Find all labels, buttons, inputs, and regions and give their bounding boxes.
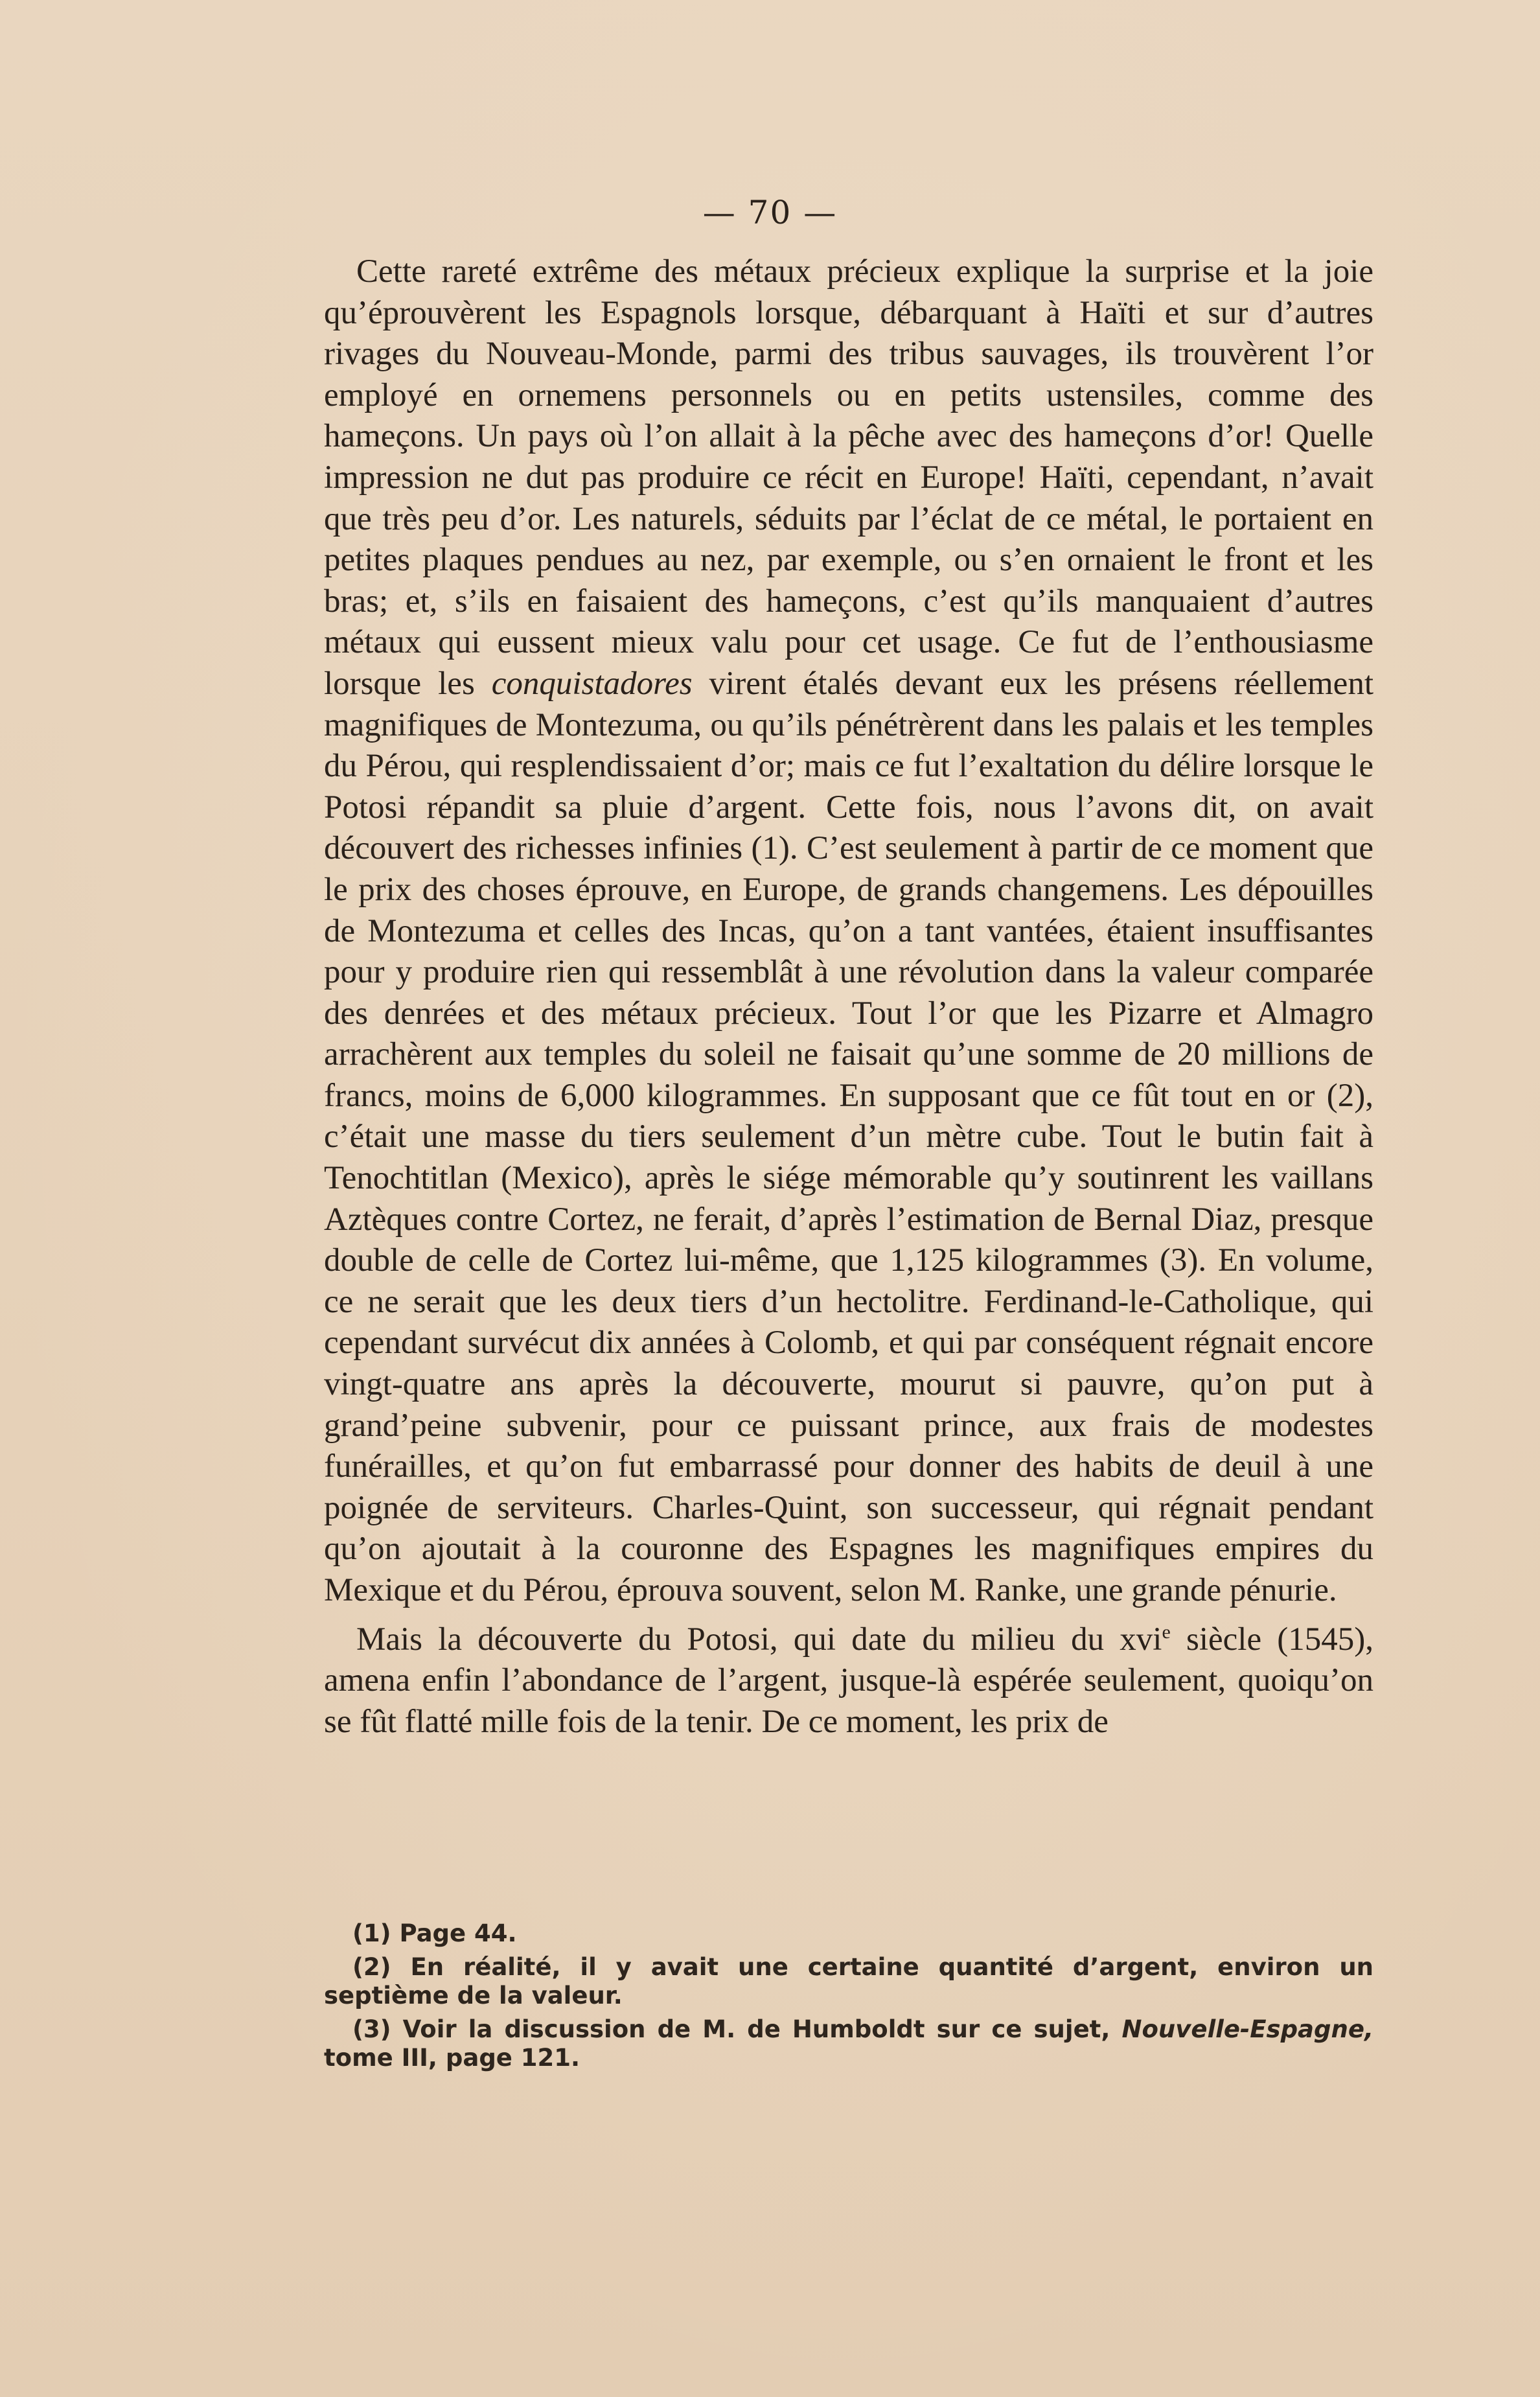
paragraph-1-italic: conquistadores	[491, 665, 693, 702]
footnotes	[324, 1919, 1373, 2078]
footnote-3-italic: Nouvelle-Espagne,	[1121, 2015, 1373, 2043]
paragraph-1	[324, 251, 1373, 1612]
main-text	[324, 251, 1373, 1743]
page-number: — 70 —	[702, 194, 838, 231]
footnote-3	[324, 2015, 1373, 2072]
paragraph-2	[324, 1612, 1373, 1743]
paragraph-2-part-a: Mais la découverte du Potosi, qui date du milieu du xvi	[356, 1621, 1162, 1658]
footnote-2: (2) En réalité, il y avait une certaine quantité d’argent, environ un septième de la valeur.	[324, 1953, 1373, 2009]
footnote-3-part-a: (3) Voir la discussion de M. de Humboldt sur ce sujet,	[352, 2015, 1122, 2043]
paragraph-1-part-b: virent étalés devant eux les présens réellement magnifiques de Montezuma, ou qu’ils pénétrèrent dans les palais et les temples du Pérou, qui resplendissaient d’or; mais ce fut l’exaltation du délire lorsque le Potosi répandit sa pluie d’argent. Cette fois, nous l’avons dit, on avait découvert des richesses infinies (1). C’est seulement à partir de ce moment que le prix des choses éprouve, en Europe, de grands changemens. Les dépouilles de Montezuma et celles des Incas, qu’on a tant vantées, étaient insuffisantes pour y produire rien qui ressemblât à une révolution dans la valeur comparée des denrées et des métaux précieux. Tout l’or que les Pizarre et Almagro arrachèrent aux temples du soleil ne faisait qu’une somme de 20 millions de francs, moins de 6,000 kilogrammes. En supposant que ce fût tout en or (2), c’était une masse du tiers seulement d’un mètre cube. Tout le butin fait à Tenochtitlan (Mexico), après le siége mémorable qu’y soutinrent les vaillans Aztèques contre Cortez, ne ferait, d’après l’estimation de Bernal Diaz, presque double de celle de Cortez lui-même, que 1,125 kilogrammes (3). En volume, ce ne serait que les deux tiers d’un hectolitre. Ferdinand-le-Catholique, qui cependant survécut dix années à Colomb, et qui par conséquent régnait encore vingt-quatre ans après la découverte, mourut si pauvre, qu’on put à grand’peine subvenir, pour ce puissant prince, aux frais de modestes funérailles, et qu’on fut embarrassé pour donner des habits de deuil à une poignée de serviteurs. Charles-Quint, son successeur, qui régnait pendant qu’on ajoutait à la couronne des Espagnes les magnifiques empires du Mexique et du Pérou, éprouva souvent, selon M. Ranke, une grande pénurie.	[324, 665, 1373, 1608]
paragraph-2-part-b: siècle (1545), amena enfin l’abondance de l’argent, jusque-là espérée seulement, quoiqu’on se fût flatté mille fois de la tenir. De ce moment, les prix de	[324, 1621, 1374, 1740]
paragraph-1-part-a: Cette rareté extrême des métaux précieux explique la surprise et la joie qu’éprouvèrent les Espagnols lorsque, débarquant à Haïti et sur d’autres rivages du Nouveau-Monde, parmi des tribus sauvages, ils trouvèrent l’or employé en ornemens personnels ou en petits ustensiles, comme des hameçons. Un pays où l’on allait à la pêche avec des hameçons d’or! Quelle impression ne dut pas produire ce récit en Europe! Haïti, cependant, n’avait que très peu d’or. Les naturels, séduits par l’éclat de ce métal, le portaient en petites plaques pendues au nez, par exemple, ou s’en ornaient le front et les bras; et, s’ils en faisaient des hameçons, c’est qu’ils manquaient d’autres métaux qui eussent mieux valu pour cet usage. Ce fut de l’enthousiasme lorsque les	[324, 253, 1373, 702]
paragraph-2-superscript: e	[1162, 1621, 1171, 1643]
footnote-3-part-b: tome III, page 121.	[324, 2044, 580, 2072]
footnote-1: (1) Page 44.	[352, 1919, 517, 1947]
